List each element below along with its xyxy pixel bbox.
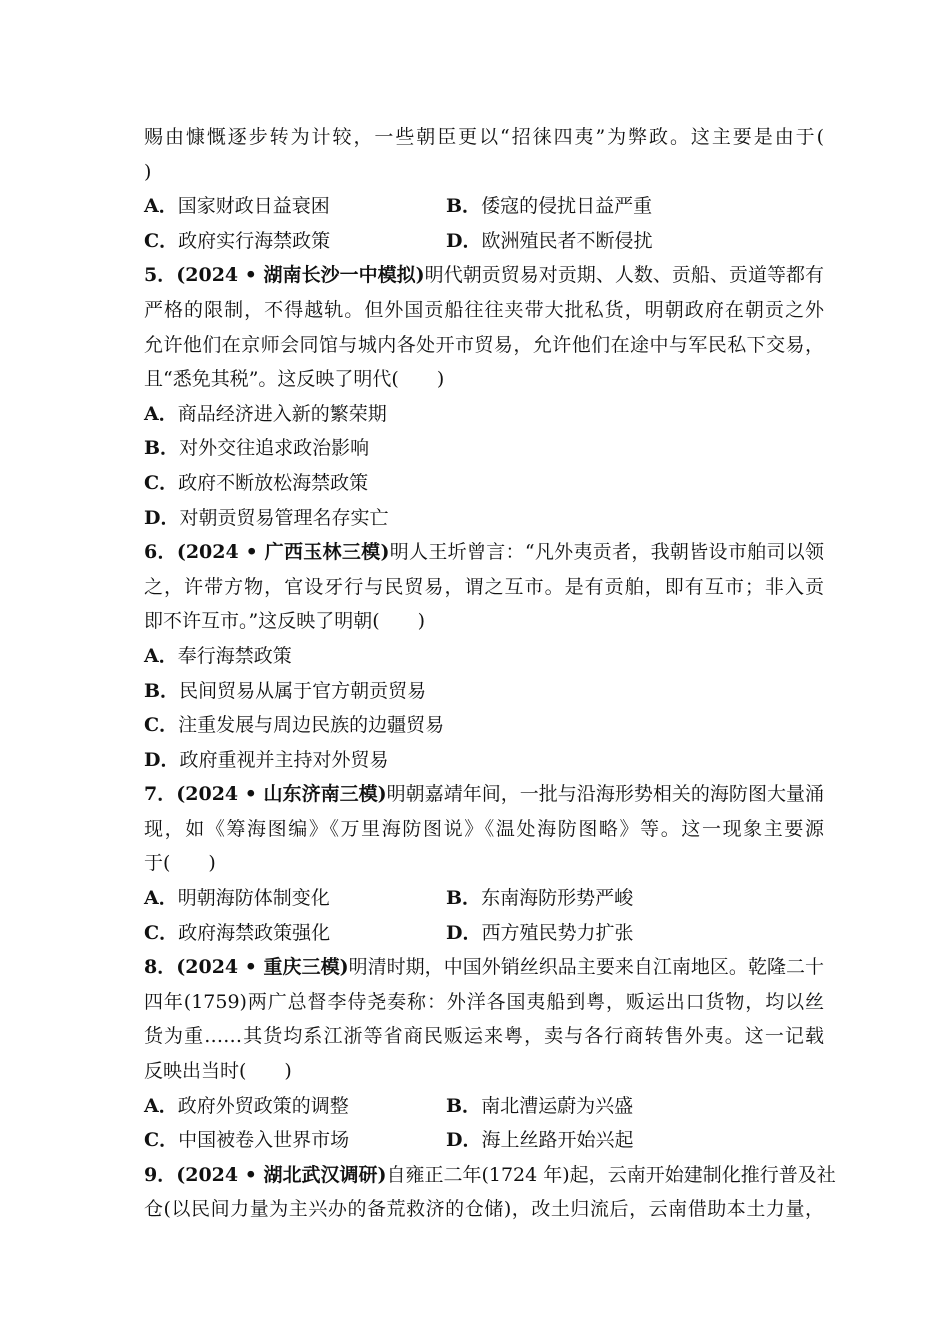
q7-stem-line: 于( ) xyxy=(144,852,216,875)
q8-stem-line: 货为重……其货均系江浙等省商民贩运来粤，卖与各行商转售外夷。这一记载 xyxy=(144,1025,824,1048)
q4-options-row-1 xyxy=(144,189,824,224)
q9-stem-line: 9．(2024 • 湖北武汉调研)自雍正二年(1724 年)起，云南开始建制化推行普及社 xyxy=(144,1163,836,1186)
q5-stem-line: 允许他们在京师会同馆与城内各处开市贸易，允许他们在途中与军民私下交易， xyxy=(144,333,824,356)
q8-option-b: B．南北漕运蔚为兴盛 xyxy=(446,1094,634,1117)
q7-option-d: D．西方殖民势力扩张 xyxy=(446,921,634,944)
q4-options-row-2 xyxy=(144,224,824,259)
q6-stem-line: 6．(2024 • 广西玉林三模)明人王圻曾言：“凡外夷贡者，我朝皆设市舶司以领 xyxy=(144,541,825,564)
q8-options-row-1 xyxy=(144,1089,824,1124)
q4-stem-line: 赐由慷慨逐步转为计较，一些朝臣更以“招徕四夷”为弊政。这主要是由于( xyxy=(144,126,824,148)
q8-source: (2024 • 重庆三模) xyxy=(176,956,349,979)
q7-options-row-1 xyxy=(144,881,824,916)
q4-option-c: C．政府实行海禁政策 xyxy=(144,229,331,252)
q9-source: (2024 • 湖北武汉调研) xyxy=(176,1163,387,1186)
q4-option-b: B．倭寇的侵扰日益严重 xyxy=(446,195,653,218)
q5-option-a: A．商品经济进入新的繁荣期 xyxy=(144,402,387,425)
q9-number: 9． xyxy=(144,1163,177,1186)
q8-stem-line: 四年(1759)两广总督李侍尧奏称：外洋各国夷船到粤，贩运出口货物，均以丝 xyxy=(144,990,824,1013)
q7-option-a: A．明朝海防体制变化 xyxy=(144,887,330,910)
q6-number: 6． xyxy=(144,541,177,564)
q8-number: 8． xyxy=(144,956,177,979)
q6-option-a: A．奉行海禁政策 xyxy=(144,644,292,667)
q8-option-c: C．中国被卷入世界市场 xyxy=(144,1129,350,1152)
q5-stem-line: 5．(2024 • 湖南长沙一中模拟)明代朝贡贸易对贡期、人数、贡船、贡道等都有 xyxy=(144,264,824,287)
q7-option-b: B．东南海防形势严峻 xyxy=(446,887,634,910)
q5-option-b: B．对外交往追求政治影响 xyxy=(144,437,370,460)
q8-option-a: A．政府外贸政策的调整 xyxy=(144,1094,349,1117)
q4-option-d: D．欧洲殖民者不断侵扰 xyxy=(446,229,653,252)
q8-option-d: D．海上丝路开始兴起 xyxy=(446,1129,634,1152)
question-content xyxy=(144,120,836,1227)
q5-number: 5． xyxy=(144,264,177,287)
q4-option-a: A．国家财政日益衰困 xyxy=(144,195,330,218)
q6-stem-line: 即不许互市。”这反映了明朝( ) xyxy=(144,610,426,633)
q6-option-c: C．注重发展与周边民族的边疆贸易 xyxy=(144,714,445,737)
q6-stem-line: 之，许带方物，官设牙行与民贸易，谓之互市。是有贡舶，即有互市；非入贡 xyxy=(144,575,824,598)
q8-options-row-2 xyxy=(144,1123,824,1158)
q8-stem-line: 反映出当时( ) xyxy=(144,1060,292,1083)
q5-source: (2024 • 湖南长沙一中模拟) xyxy=(176,264,425,287)
q7-source: (2024 • 山东济南三模) xyxy=(176,783,387,806)
q7-number: 7． xyxy=(144,783,177,806)
q5-stem-line: 严格的限制，不得越轨。但外国贡船往往夹带大批私货，明朝政府在朝贡之外 xyxy=(144,298,824,321)
q5-stem-line: 且“悉免其税”。这反映了明代( ) xyxy=(144,368,445,391)
q4-stem-line: ) xyxy=(144,160,152,183)
q6-source: (2024 • 广西玉林三模) xyxy=(176,541,390,564)
q5-option-c: C．政府不断放松海禁政策 xyxy=(144,471,369,494)
q9-stem-line: 仓(以民间力量为主兴办的备荒救济的仓储)，改土归流后，云南借助本土力量， xyxy=(144,1198,824,1221)
q6-option-d: D．政府重视并主持对外贸易 xyxy=(144,748,389,771)
q6-option-b: B．民间贸易从属于官方朝贡贸易 xyxy=(144,679,427,702)
q7-stem-line: 现，如《筹海图编》《万里海防图说》《温处海防图略》等。这一现象主要源 xyxy=(144,817,824,840)
q7-options-row-2 xyxy=(144,916,824,951)
q7-stem-line: 7．(2024 • 山东济南三模)明朝嘉靖年间，一批与沿海形势相关的海防图大量涌 xyxy=(144,783,824,806)
q5-option-d: D．对朝贡贸易管理名存实亡 xyxy=(144,506,389,529)
q7-option-c: C．政府海禁政策强化 xyxy=(144,921,331,944)
q8-stem-line: 8．(2024 • 重庆三模)明清时期，中国外销丝织品主要来自江南地区。乾隆二十 xyxy=(144,956,824,979)
